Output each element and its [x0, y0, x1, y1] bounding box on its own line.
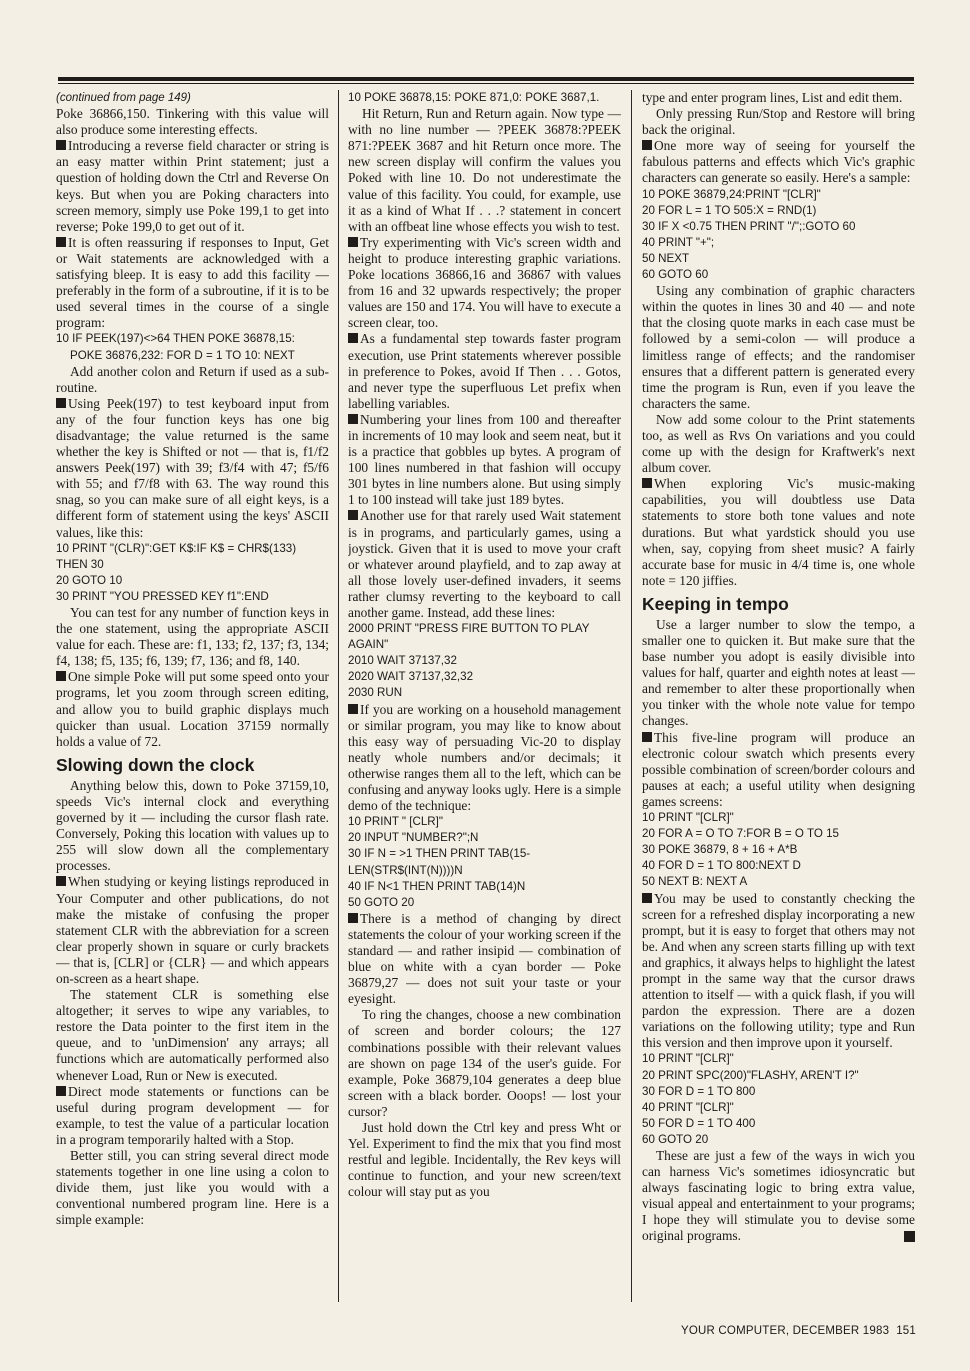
- code-line: 10 PRINT "[CLR]": [642, 1052, 734, 1066]
- tip-paragraph: [56, 235, 329, 332]
- bullet-square-icon: [642, 732, 652, 742]
- paragraph: Use a larger number to slow the tempo, a smaller one to quicken it. But make sure that the base number you adopt is easily divisible into values for half, quarter and eighth notes at least — and remember to alter these proportionally when you tinker with the whole note value for tempo changes.: [642, 616, 915, 729]
- code-line: 50 GOTO 20: [348, 895, 415, 909]
- paragraph: Anything below this, down to Poke 37159,10, speeds Vic's internal clock and everything governed by it — including the cursor flash rate. Conversely, Poking this location with values up to 255 will slow down all the complementary processes.: [56, 777, 329, 874]
- paragraph-text: You may be used to constantly checking the screen for a refreshed display incorporating a new prompt, but it is easy to forget that others may not be. And when any screen starts filling up with text and graphics, it always helps to highlight the latest prompt in the same way that the cursor draws attention to itself — with a quick flash, if you will pardon the expression. There are a dozen variations on the following utility; type and Run this version and then improve upon it yourself.: [642, 890, 915, 1051]
- code-line: 2010 WAIT 37137,32: [348, 654, 457, 668]
- bullet-square-icon: [348, 704, 358, 714]
- paragraph-text: Introducing a reverse field character or string is an easy matter within Print statement; just a question of holding down the Ctrl and Reverse On keys. But when you are Poking characters into screen memory, simply use Poke 199,1 to get into reverse; Poke 199,0 to get out of it.: [56, 138, 329, 234]
- bullet-square-icon: [348, 414, 358, 424]
- paragraph: The statement CLR is something else altogether; it serves to wipe any variables, to restore the Data pointer to the first item in the queue, and to 'unDimension' any arrays; all functions which are automatically performed also whenever Load, Run or New is executed.: [56, 987, 329, 1083]
- code-line: 30 FOR D = 1 TO 800: [642, 1084, 756, 1098]
- code-line: 10 PRINT " [CLR]": [348, 815, 443, 829]
- paragraph-text: When studying or keying listings reproduced in Your Computer and other publications, do not make the mistake of confusing the proper statement CLR with the abbreviation for a screen clear properly shown in square or curly brackets — that is, [CLR] or {CLR} — and which appears on-screen as a heart shape.: [56, 874, 329, 986]
- top-rule: [58, 77, 914, 81]
- tip-paragraph: [56, 138, 329, 235]
- paragraph-text: Another use for that rarely used Wait statement is in programs, and particularly games, using a joystick. Given that it is used to move your craft or whatever around playfield, and to zap away at all those lovely user-defined invaders, it seems rather clumsy reverting to the keyboard to call another game. Instead, add these lines:: [348, 508, 621, 620]
- tip-paragraph: [56, 396, 329, 541]
- paragraph-text: Numbering your lines from 100 and thereafter in increments of 10 may look and seem neat, but it is a practice that gobbles up bytes. A program of 100 lines numbered in that fashion will occupy 301 bytes in line numbers alone. But using simply 1 to 100 instead will take just 189 bytes.: [348, 411, 621, 508]
- section-heading: Slowing down the clock: [56, 754, 255, 775]
- paragraph-text: There is a method of changing by direct statements the colour of your working screen if the standard — and rather insipid — combination of blue on white with a cyan border — Poke 36879,27 — does not suit your taste or your eyesight.: [348, 910, 621, 1007]
- column-divider-2: [631, 90, 632, 1302]
- tip-paragraph: [56, 1084, 329, 1148]
- tip-paragraph: [56, 874, 329, 987]
- paragraph-text: Direct mode statements or functions can be useful during program development — for example, to test the value of a particular location in a program temporarily halted with a Stop.: [56, 1083, 329, 1147]
- tip-paragraph: [348, 331, 621, 411]
- code-line: 50 NEXT: [642, 251, 690, 265]
- code-line: POKE 36876,232: FOR D = 1 TO 10: NEXT: [70, 348, 295, 362]
- code-line: 20 INPUT "NUMBER?";N: [348, 831, 479, 845]
- paragraph: Now add some colour to the Print statements too, as well as Rvs On variations and you could come up with the design for Kraftwerk's next album cover.: [642, 411, 915, 476]
- code-line: 20 FOR A = O TO 7:FOR B = O TO 15: [642, 827, 839, 841]
- paragraph: To ring the changes, choose a new combination of screen and border colours; the 127 combinations possible with their relevant values are shown on page 134 of the user's guide. For example, Poke 36879,104 generates a deep blue screen with a black border. Ooops! — lost your cursor?: [348, 1007, 621, 1119]
- tip-paragraph: [642, 476, 915, 589]
- paragraph-text: One more way of seeing for yourself the fabulous patterns and effects which Vic's graphic characters can generate so easily. Here's a sample:: [642, 138, 915, 186]
- bullet-square-icon: [642, 893, 652, 903]
- bullet-square-icon: [348, 510, 358, 520]
- tip-paragraph: [348, 702, 621, 815]
- column-divider-1: [338, 90, 339, 1302]
- end-mark-icon: [904, 1231, 915, 1242]
- page-footer: [681, 1325, 921, 1337]
- code-line: 40 IF N<1 THEN PRINT TAB(14)N: [348, 879, 526, 893]
- tip-paragraph: [642, 138, 915, 186]
- paragraph-text: Try experimenting with Vic's screen width and height to produce interesting graphic variations. Poke locations 36866,16 and 36867 with values from 16 and 32 upwards respectively; the proper values are 150 and 174. You will have to execute a screen clear, too.: [348, 234, 621, 331]
- paragraph: Poke 36866,150. Tinkering with this value will also produce some interesting effects.: [56, 106, 329, 138]
- continued-note: (continued from page 149): [56, 92, 191, 104]
- tip-paragraph: [348, 412, 621, 509]
- bullet-square-icon: [642, 140, 652, 150]
- column-1: [56, 90, 329, 1310]
- paragraph: Hit Return, Run and Return again. Now type — with no line number — ?PEEK 36878:?PEEK 871:?PEEK 3687 and hit Return once more. The new screen display will confirm the values you Poked with line 10. Do not underestimate the value of this facility. You could, for example, use it as a kind of What If . . .? statement in concert with an offbeat line whose effects you wish to test.: [348, 106, 621, 234]
- code-line: 10 POKE 36878,15: POKE 871,0: POKE 3687,1.: [348, 91, 600, 104]
- code-line: 50 NEXT B: NEXT A: [642, 875, 748, 889]
- tip-paragraph: [56, 669, 329, 749]
- paragraph-text: It is often reassuring if responses to Input, Get or Wait statements are acknowledged with a satisfying bleep. It is easy to add this facility — preferably in the form of a subroutine, if it is to be used several times in the course of a single program:: [56, 234, 329, 331]
- bullet-square-icon: [56, 876, 66, 886]
- top-rule-thin: [58, 83, 914, 84]
- tip-paragraph: [642, 730, 915, 810]
- paragraph: Better still, you can string several direct mode statements together in one line using a colon to divide them, just like you would with a conventional numbered program line. Here is a simple example:: [56, 1148, 329, 1228]
- code-line: 10 POKE 36879,24:PRINT "[CLR]": [642, 187, 821, 201]
- code-line: 10 IF PEEK(197)<>64 THEN POKE 36878,15:: [56, 332, 295, 346]
- bullet-square-icon: [348, 237, 358, 247]
- code-line: 2020 WAIT 37137,32,32: [348, 670, 474, 684]
- bullet-square-icon: [56, 1086, 66, 1096]
- code-line: 30 IF N = >1 THEN PRINT TAB(15-LEN(STR$(INT(N))))N: [348, 847, 531, 877]
- bullet-square-icon: [642, 478, 652, 488]
- column-3: [642, 90, 915, 1310]
- code-line: 10 PRINT "[CLR]": [642, 811, 734, 825]
- bullet-square-icon: [56, 671, 66, 681]
- tip-paragraph: [348, 911, 621, 1008]
- column-2: [348, 90, 621, 1310]
- bullet-square-icon: [56, 140, 66, 150]
- bullet-square-icon: [348, 913, 358, 923]
- paragraph: type and enter program lines, List and edit them.: [642, 90, 903, 105]
- code-line: 30 IF X <0.75 THEN PRINT "/";:GOTO 60: [642, 219, 856, 233]
- paragraph-text: Using Peek(197) to test keyboard input from any of the four function keys has one big disadvantage; the value returned is the same whether the key is Shifted or not — that is, f1/f2 answers Peek(197) with 39; f3/f4 with 47; f5/f6 with 55; and f7/f8 with 63. The way round this snag, so you can make sure of all eight keys, is a different form of statement using the keys' ASCII values, like this:: [56, 395, 329, 540]
- code-line: 60 GOTO 60: [642, 268, 709, 282]
- bullet-square-icon: [56, 237, 66, 247]
- paragraph: Add another colon and Return if used as a sub-routine.: [56, 363, 329, 395]
- code-line: 40 PRINT "+";: [642, 235, 715, 249]
- code-line: 40 PRINT "[CLR]": [642, 1100, 734, 1114]
- paragraph: You can test for any number of function keys in the one statement, using the appropriate ASCII value for each. These are: f1, 133; f2, 137; f3, 134; f4, 138; f5, 135; f6, 139; f7, 136; and f8, 140.: [56, 605, 329, 669]
- code-line: 60 GOTO 20: [642, 1132, 709, 1146]
- code-line: 2030 RUN: [348, 686, 403, 700]
- code-line: 50 FOR D = 1 TO 400: [642, 1116, 756, 1130]
- paragraph-text: As a fundamental step towards faster program execution, use Print statements wherever possible in preference to Pokes, avoid If Then . . . Gotos, and never type the superfluous Let prefix when labelling variables.: [348, 331, 621, 411]
- tip-paragraph: [642, 891, 915, 1052]
- paragraph: Using any combination of graphic characters within the quotes in lines 30 and 40 — and note that the closing quote marks in each case must be followed by a semi-colon — will produce a limitless range of effects; and the randomiser ensures that a different pattern is generated every time the program is Run, even if you leave the characters the same.: [642, 283, 915, 411]
- paragraph-text: If you are working on a household management or similar program, you may like to know about this easy way of persuading Vic-20 to display neatly whole numbers and/or decimals; it otherwise ranges them all to the left, which can be confusing and anyway looks ugly. Here is a simple demo of the technique:: [348, 701, 621, 814]
- bullet-square-icon: [348, 333, 358, 343]
- code-line: 20 PRINT SPC(200)"FLASHY, AREN'T I?": [642, 1068, 859, 1082]
- section-heading: Keeping in tempo: [642, 593, 789, 614]
- magazine-issue: YOUR COMPUTER, DECEMBER 1983: [681, 1325, 890, 1337]
- code-line: 10 PRINT "(CLR)":GET K$:IF K$ = CHR$(133) THEN 30: [56, 541, 297, 571]
- bullet-square-icon: [56, 398, 66, 408]
- page-number: 151: [896, 1325, 916, 1337]
- paragraph-text: When exploring Vic's music-making capabilities, you will doubtless use Data statements to store both tone values and note durations. But what yardstick should you use when, say, copying from sheet music? A fairly accurate base for music in 4/4 time is, one whole note = 120 jiffies.: [642, 476, 915, 588]
- paragraph-text: One simple Poke will put some speed onto your programs, let you zoom through screen editing, and allow you to build graphic displays much quicker than usual. Location 37159 normally holds a value of 72.: [56, 669, 329, 749]
- paragraph: Only pressing Run/Stop and Restore will bring back the original.: [642, 106, 915, 138]
- tip-paragraph: [348, 235, 621, 332]
- paragraph: Just hold down the Ctrl key and press Wht or Yel. Experiment to find the mix that you find most restful and legible. Incidentally, the Rev keys will continue to function, and your new screen/text colour will stay put as you: [348, 1120, 621, 1200]
- paragraph-text: This five-line program will produce an electronic colour swatch which presents every possible combination of screen/border colours and pauses at each; a useful utility when designing games screens:: [642, 729, 915, 809]
- code-line: 30 PRINT "YOU PRESSED KEY f1":END: [56, 589, 269, 603]
- code-line: 2000 PRINT "PRESS FIRE BUTTON TO PLAY AGAIN": [348, 622, 590, 652]
- paragraph-text: These are just a few of the ways in wich you can harness Vic's sometimes idiosyncratic but always fascinating logic to bring extra value, visual appeal and entertainment to your programs; I hope they will stimulate you to devise some original programs.: [642, 1148, 915, 1244]
- code-line: 40 FOR D = 1 TO 800:NEXT D: [642, 859, 801, 873]
- closing-paragraph: [642, 1148, 915, 1245]
- code-line: 20 FOR L = 1 TO 505:X = RND(1): [642, 203, 817, 217]
- code-line: 20 GOTO 10: [56, 573, 123, 587]
- tip-paragraph: [348, 508, 621, 621]
- code-line: 30 POKE 36879, 8 + 16 + A*B: [642, 843, 798, 857]
